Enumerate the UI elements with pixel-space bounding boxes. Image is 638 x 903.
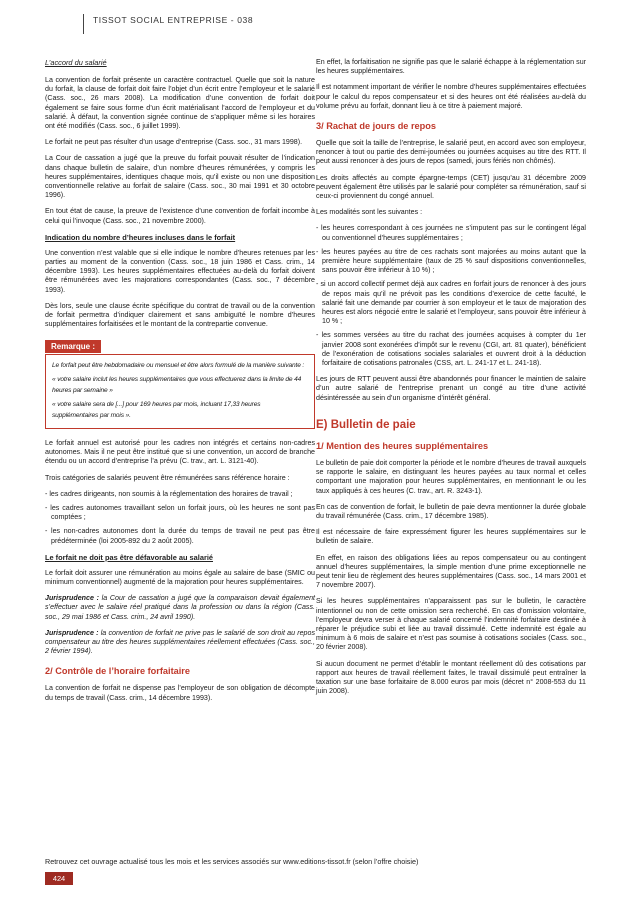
paragraph: Les jours de RTT peuvent aussi être abandonnés pour financer le maintien de salaire d’un autre salarié de l’entreprise prenant un congé au titre d’une activité désintéressée au sein d’un organisme d’intérêt général. <box>316 375 586 402</box>
section-heading-bulletin: E) Bulletin de paie <box>316 418 416 431</box>
category-list <box>45 490 315 546</box>
paragraph: Le bulletin de paie doit comporter la période et le nombre d’heures de travail auxquels se rapporte le salaire, en distinguant les heures payées au taux normal et celles comportant une majoration pour heures supplémentaires, en mentionnant le ou les taux appliqués à ces heures (C. trav., art. R. 3243-1). <box>316 458 586 495</box>
page-number: 424 <box>45 872 73 885</box>
paragraph: Une convention n’est valable que si elle indique le nombre d’heures retenues par les parties au moment de la convention (Cass. soc., 18 juin 1986 et Cass. crim., 14 décembre 1993). Les heures supplémentaires effectuées au-delà du forfait doivent être rémunérées avec les majorations correspondantes (Cass. soc., 7 décembre 1993). <box>45 248 315 294</box>
paragraph: En effet, en raison des obligations liées au repos compensateur ou au contingent annuel d’heures supplémentaires, la simple mention d’une prime exceptionnelle ne peut tenir lieu de règlement des heures supplémentaires (Cass. soc., 14 mars 2001 et 7 novembre 2007). <box>316 553 586 590</box>
paragraph: Quelle que soit la taille de l’entreprise, le salarié peut, en accord avec son employeur, renoncer à tout ou partie des demi-journées ou journées acquises au titre des RTT. Il peut aussi renoncer à des jours de repos (samedi, jours fériés non chômés). <box>316 139 586 166</box>
subheading-accord: L’accord du salarié <box>45 58 107 67</box>
paragraph: Le forfait ne peut pas résulter d’un usage d’entreprise (Cass. soc., 31 mars 1998). <box>45 138 303 147</box>
paragraph: Les modalités sont les suivantes : <box>316 208 423 217</box>
section-heading-controle: 2/ Contrôle de l’horaire forfaitaire <box>45 666 190 677</box>
right-column <box>316 58 586 703</box>
list-item: - les heures payées au titre de ces rachats sont majorées au moins autant que la première heure supplémentaire (taux de 25 % sauf dispositions conventionnelles, sans pouvoir être inférieur à 10 %) ; <box>316 247 586 275</box>
paragraph: Dès lors, seule une clause écrite spécifique du contrat de travail ou de la convention de forfait permettra d’indiquer clairement et sans ambiguïté le nombre d’heures supplémentaires forfaitisées et le montant de la contrepartie convenue. <box>45 301 315 329</box>
paragraph: Il est nécessaire de faire expressément figurer les heures supplémentaires sur le bulletin de salaire. <box>316 528 586 546</box>
paragraph: Il est notamment important de vérifier le nombre d’heures supplémentaires effectuées pour le calcul du repos compensateur et si des heures ont été réalisées au-delà du volume prévu au forfait, donnant lieu à ce titre à paiement majoré. <box>316 83 586 110</box>
jurisprudence-text: la Cour de cassation a jugé que la comparaison devait également s’effectuer avec le salaire réel pratiqué dans la profession ou dans la région (Cass. soc., 29 mai 1986 et Cass. crim., 24 avril 1990). <box>45 594 315 621</box>
paragraph: Le forfait annuel est autorisé pour les cadres non intégrés et certains non-cadres autonomes. Mais il ne peut être institué que si une convention, un accord de branche étendu ou un accord d’entreprise l’a prévu (C. trav., art. L. 3121-40). <box>45 438 315 466</box>
remark-line: Le forfait peut être hebdomadaire ou mensuel et être alors formulé de la manière suivante : <box>52 362 305 370</box>
paragraph: Si aucun document ne permet d’établir le montant réellement dû des cotisations par rapport aux heures de travail réellement faites, le travail dissimulé peut entraîner la taxation sur une base forfaitaire de 8.000 euros par mois (décret n° 2008-553 du 11 juin 2008). <box>316 659 586 696</box>
paragraph: Si les heures supplémentaires n’apparaissent pas sur le bulletin, le caractère intentionnel ou non de cette omission sera recherché. En cas d’omission volontaire, l’employeur devra verser à chaque salarié concerné l’indemnité forfaitaire destinée à réparer le préjudice subi et liée au travail dissimulé. Cette indemnité est égale au minimum à 6 mois de salaire et n’est pas soumise à cotisations sociales (Cass. soc., 20 février 2008). <box>316 597 586 652</box>
list-item: - les cadres autonomes travaillant selon un forfait jours, où les heures ne sont pas comptées ; <box>45 503 315 522</box>
remark-line: « votre salaire sera de [...] pour 169 heures par mois, incluant 17,33 heures supplémentaires par mois ». <box>52 400 261 420</box>
paragraph: En effet, la forfaitisation ne signifie pas que le salarié échappe à la réglementation sur les heures supplémentaires. <box>316 58 586 76</box>
jurisprudence-note <box>45 594 315 622</box>
jurisprudence-label: Jurisprudence : <box>45 628 99 637</box>
list-item: - les heures correspondant à ces journées ne s’imputent pas sur le contingent légal ou conventionnel d’heures supplémentaires ; <box>316 224 586 242</box>
paragraph: La Cour de cassation a jugé que la preuve du forfait pouvait résulter de l’indication dans chaque bulletin de salaire, d’un nombre d’heures rémunérées, y compris les heures supplémentaires, identiques chaque mois, qu’il existe ou non une disposition conventionnelle relative au forfait de salaire (Cass. soc., 30 mai 1991 et 30 octobre 1996). <box>45 154 315 200</box>
list-item: - les non-cadres autonomes dont la durée du temps de travail ne peut pas être prédéterminée (loi 2005-892 du 2 août 2005). <box>45 527 315 545</box>
page-header <box>0 0 638 34</box>
paragraph: Les droits affectés au compte épargne-temps (CET) jusqu’au 31 décembre 2009 peuvent également être utilisés par le salarié pour compléter sa rémunération, sauf si ceux-ci proviennent du congé annuel. <box>316 173 586 201</box>
remark-title: Remarque : <box>45 340 101 353</box>
paragraph: Trois catégories de salariés peuvent être rémunérées sans référence horaire : <box>45 473 290 482</box>
list-item: - les cadres dirigeants, non soumis à la réglementation des horaires de travail ; <box>45 489 293 498</box>
left-column <box>45 58 315 710</box>
header-title: TISSOT SOCIAL ENTREPRISE - 038 <box>93 15 254 25</box>
paragraph: En cas de convention de forfait, le bulletin de paie devra mentionner la durée globale du travail rémunérée (Cass. crim., 17 décembre 1985). <box>316 502 586 520</box>
paragraph: En tout état de cause, la preuve de l’existence d’une convention de forfait incombe à celui qui l’invoque (Cass. soc., 21 novembre 2000). <box>45 207 315 225</box>
paragraph: Le forfait doit assurer une rémunération au moins égale au salaire de base (SMIC ou minimum conventionnel) augmenté de la majoration pour heures supplémentaires. <box>45 568 315 586</box>
footer-text: Retrouvez cet ouvrage actualisé tous les mois et les services associés sur www.editions-tissot.fr (selon l’offre choisie) <box>45 857 419 866</box>
jurisprudence-label: Jurisprudence : <box>45 594 99 603</box>
paragraph: La convention de forfait présente un caractère contractuel. Quelle que soit la nature du forfait, la clause de forfait doit faire l’objet d’un écrit entre l’employeur et le salarié (Cass. soc., 26 mars 2008). La modification d’une convention de forfait doit également se faire sous forme d’un écrit matérialisant l’accord de l’employeur et du salarié. À défaut, la convention signée continue de s’appliquer même si les horaires ont été modifiés (Cass. soc., 6 juillet 1999). <box>45 76 315 131</box>
section-heading-mention: 1/ Mention des heures supplémentaires <box>316 440 489 451</box>
subheading-indication: Indication du nombre d’heures incluses dans le forfait <box>45 232 236 242</box>
header-divider <box>83 14 84 34</box>
jurisprudence-text: la convention de forfait ne prive pas le salarié de son droit au repos compensateur au titre des heures supplémentaires réellement effectuées (Cass. soc., 2 février 1994). <box>45 628 315 656</box>
remark-box <box>45 336 315 429</box>
list-item: - si un accord collectif permet déjà aux cadres en forfait jours de renoncer à des jours de repos mais qu’il ne prévoit pas les conditions d’exercice de cette faculté, le salarié fait une demande par courrier à son employeur et le taux de majoration des heures est alors négocié entre le salarié et l’employeur, sans pouvoir être inférieur à 10 % ; <box>316 280 586 326</box>
section-heading-rachat: 3/ Rachat de jours de repos <box>316 121 436 132</box>
remark-line: « votre salaire inclut les heures supplémentaires que vous effectuerez dans la limite de 44 heures par semaine » <box>52 375 302 395</box>
paragraph: La convention de forfait ne dispense pas l’employeur de son obligation de décompte du temps de travail (Cass. crim., 14 décembre 1993). <box>45 684 315 702</box>
subheading-defavorable: Le forfait ne doit pas être défavorable au salarié <box>45 552 213 562</box>
modalites-list <box>316 224 586 368</box>
list-item: - les sommes versées au titre du rachat des journées acquises à compter du 1er janvier 2008 sont exonérées d’impôt sur le revenu (CGI, art. 81 quater), bénéficient de l’exonération de cotisations sociales salariales et ouvrent droit à la déduction forfaitaire de cotisations patronales (CSS, art. L. 241-17 et L. 241-18). <box>316 331 586 368</box>
remark-content <box>45 354 315 429</box>
jurisprudence-note <box>45 629 315 657</box>
